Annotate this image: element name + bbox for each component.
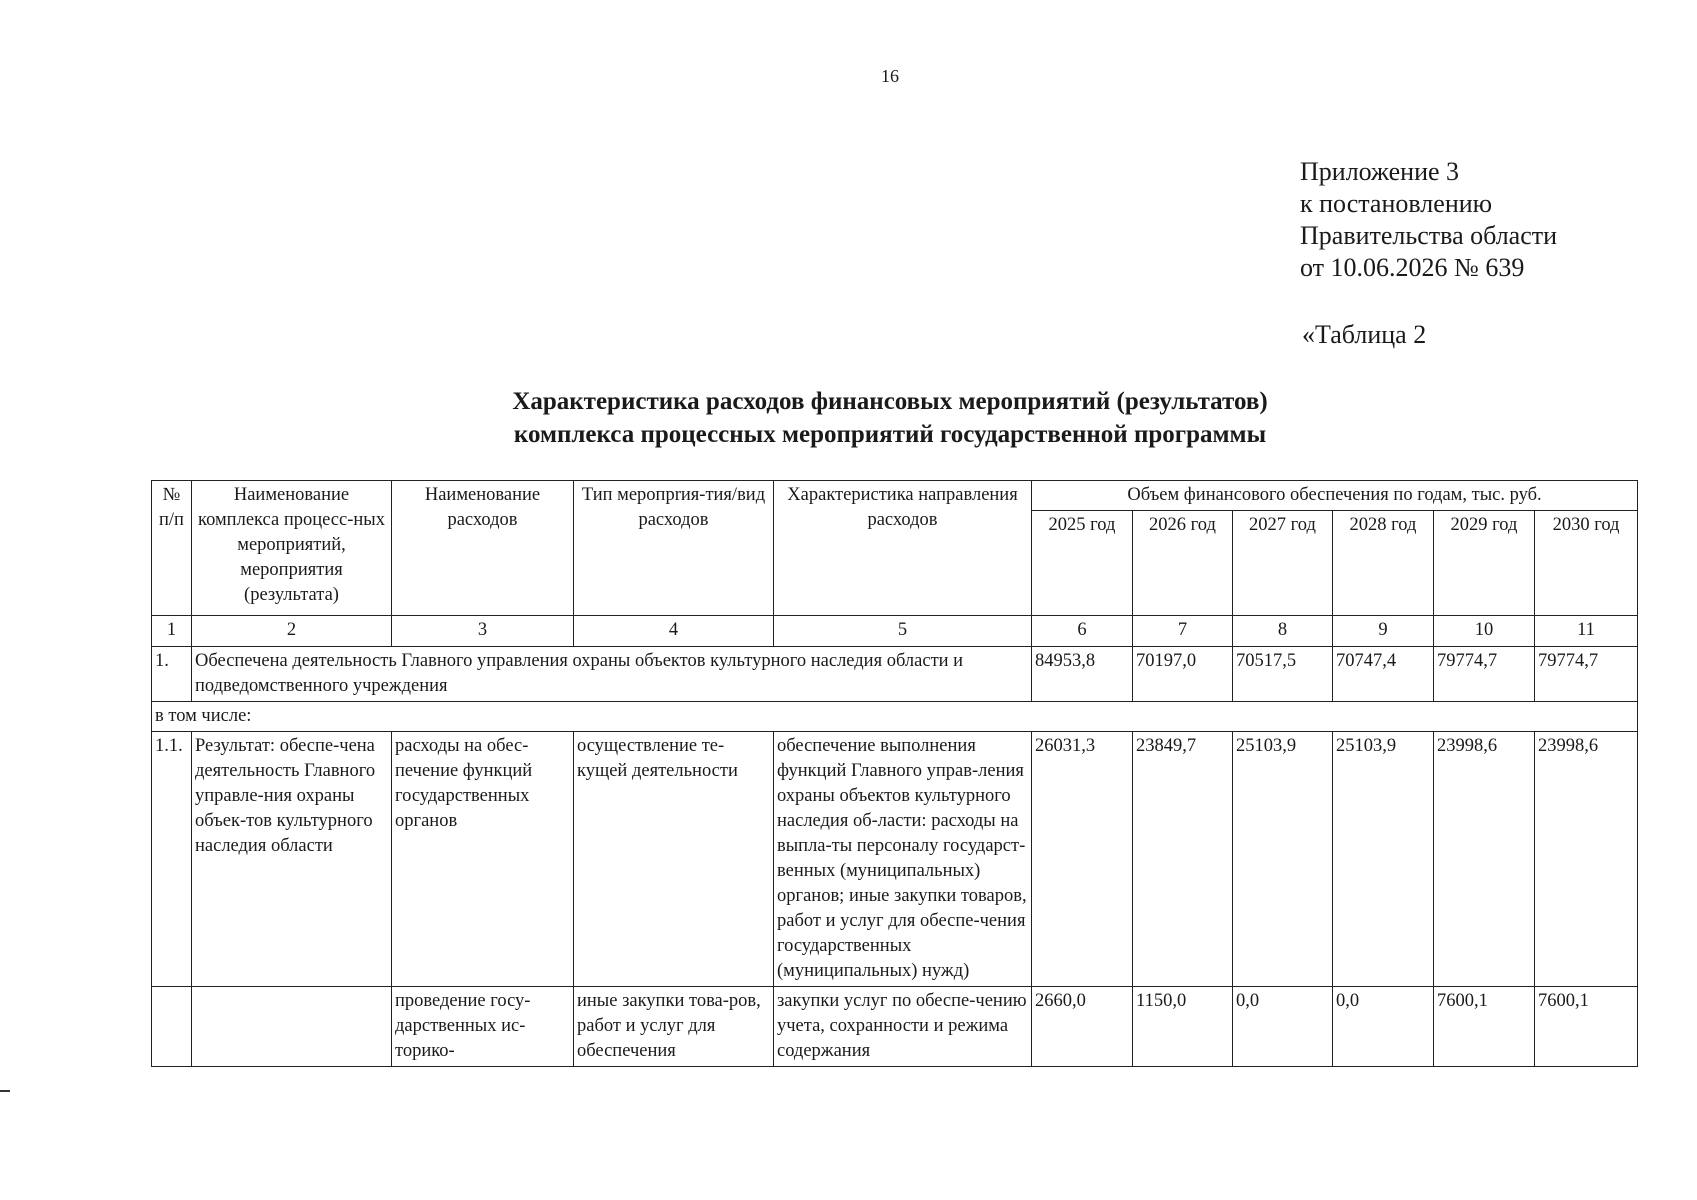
column-index: 10 — [1434, 616, 1535, 647]
expense-characteristic: закупки услуг по обеспе-чению учета, сохранности и режима содержания — [774, 987, 1032, 1067]
result-name — [192, 987, 392, 1067]
finance-table — [151, 480, 1638, 1067]
page-number: 16 — [881, 66, 899, 86]
value-cell: 70747,4 — [1333, 647, 1434, 702]
value-cell: 7600,1 — [1535, 987, 1638, 1067]
column-index: 11 — [1535, 616, 1638, 647]
header-volume: Объем финансового обеспечения по годам, тыс. руб. — [1032, 481, 1638, 511]
header-num: № п/п — [152, 481, 192, 616]
expense-name: расходы на обес-печение функций государственных органов — [392, 732, 574, 987]
row-number: 1. — [152, 647, 192, 702]
value-cell: 2660,0 — [1032, 987, 1133, 1067]
column-index-row — [152, 616, 1638, 647]
expense-characteristic: обеспечение выполнения функций Главного управ-ления охраны объектов культурного наследия об-ласти: расходы на выпла-ты персоналу государст-венных (муниципальных) органов; иные закупки товаров, работ и услуг для обеспе-чения государственных (муниципальных) нужд) — [774, 732, 1032, 987]
column-index: 5 — [774, 616, 1032, 647]
margin-mark — [0, 1090, 10, 1092]
appendix-block — [1300, 156, 1557, 284]
header-year: 2030 год — [1535, 511, 1638, 616]
value-cell: 25103,9 — [1233, 732, 1333, 987]
expense-name: проведение госу-дарственных ис-торико- — [392, 987, 574, 1067]
header-expense: Наименование расходов — [392, 481, 574, 616]
header-row — [152, 481, 1638, 511]
column-index: 4 — [574, 616, 774, 647]
document-title — [0, 385, 1697, 451]
header-name: Наименование комплекса процесс-ных мероприятий, мероприятия (результата) — [192, 481, 392, 616]
table-row — [152, 732, 1638, 987]
appendix-line: к постановлению — [1300, 189, 1493, 218]
column-index: 2 — [192, 616, 392, 647]
value-cell: 79774,7 — [1434, 647, 1535, 702]
value-cell: 7600,1 — [1434, 987, 1535, 1067]
row-number: 1.1. — [152, 732, 192, 987]
value-cell: 23998,6 — [1434, 732, 1535, 987]
column-index: 8 — [1233, 616, 1333, 647]
value-cell: 26031,3 — [1032, 732, 1133, 987]
header-type: Тип меропрrия-тия/вид расходов — [574, 481, 774, 616]
appendix-line: от 10.06.2026 № 639 — [1300, 253, 1525, 282]
table-row — [152, 702, 1638, 732]
value-cell: 23849,7 — [1133, 732, 1233, 987]
row-description: Обеспечена деятельность Главного управления охраны объектов культурного наследия области и подведомственного учреждения — [192, 647, 1032, 702]
title-line: Характеристика расходов финансовых мероприятий (результатов) — [512, 388, 1268, 415]
expense-type: иные закупки това-ров, работ и услуг для обеспечения — [574, 987, 774, 1067]
column-index: 9 — [1333, 616, 1434, 647]
header-year: 2029 год — [1434, 511, 1535, 616]
value-cell: 70517,5 — [1233, 647, 1333, 702]
table-row — [152, 987, 1638, 1067]
value-cell: 0,0 — [1333, 987, 1434, 1067]
table-row — [152, 647, 1638, 702]
value-cell: 25103,9 — [1333, 732, 1434, 987]
table-reference: «Таблица 2 — [1302, 320, 1427, 349]
value-cell: 0,0 — [1233, 987, 1333, 1067]
including-label: в том числе: — [152, 702, 1638, 732]
expense-type: осуществление те-кущей деятельности — [574, 732, 774, 987]
value-cell: 1150,0 — [1133, 987, 1233, 1067]
column-index: 6 — [1032, 616, 1133, 647]
header-characteristic: Характеристика направления расходов — [774, 481, 1032, 616]
column-index: 7 — [1133, 616, 1233, 647]
header-year: 2027 год — [1233, 511, 1333, 616]
column-index: 1 — [152, 616, 192, 647]
title-line: комплекса процессных мероприятий государственной программы — [513, 421, 1267, 448]
appendix-line: Приложение 3 — [1300, 157, 1460, 186]
header-year: 2028 год — [1333, 511, 1434, 616]
value-cell: 79774,7 — [1535, 647, 1638, 702]
row-number — [152, 987, 192, 1067]
result-name: Результат: обеспе-чена деятельность Главного управле-ния охраны объек-тов культурного наследия области — [192, 732, 392, 987]
appendix-line: Правительства области — [1300, 221, 1558, 250]
header-year: 2026 год — [1133, 511, 1233, 616]
value-cell: 23998,6 — [1535, 732, 1638, 987]
value-cell: 84953,8 — [1032, 647, 1133, 702]
value-cell: 70197,0 — [1133, 647, 1233, 702]
header-year: 2025 год — [1032, 511, 1133, 616]
column-index: 3 — [392, 616, 574, 647]
